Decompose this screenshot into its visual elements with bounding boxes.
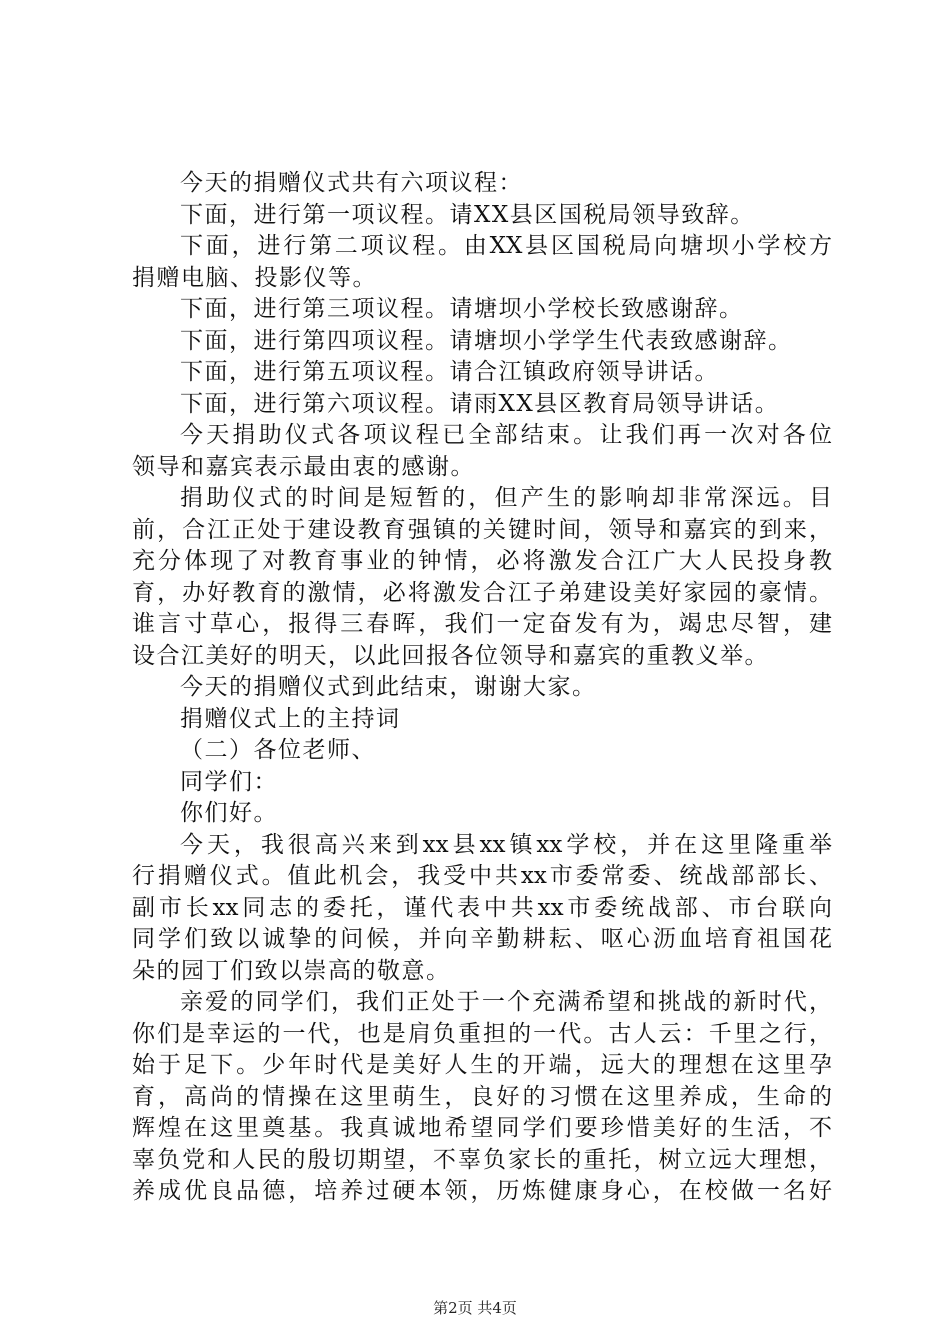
text-line: 育，高尚的情操在这里萌生，良好的习惯在这里养成，生命的 xyxy=(132,1083,832,1110)
text-line: 育，办好教育的激情，必将激发合江子弟建设美好家园的豪情。 xyxy=(132,579,832,606)
text-line: 你们好。 xyxy=(180,800,278,826)
text-line: 同学们： xyxy=(180,768,278,795)
text-line: 下面，进行第三项议程。请塘坝小学校长致感谢辞。 xyxy=(180,296,744,322)
text-line: 谁言寸草心，报得三春晖，我们一定奋发有为，竭忠尽智，建 xyxy=(132,611,832,637)
text-line: 辜负党和人民的殷切期望，不辜负家长的重托，树立远大理想， xyxy=(132,1146,832,1173)
text-line: 行捐赠仪式。值此机会，我受中共xx市委常委、统战部部长、 xyxy=(132,863,832,889)
text-line: 下面，进行第四项议程。请塘坝小学学生代表致感谢辞。 xyxy=(180,327,793,354)
text-line: 下面，进行第六项议程。请雨XX县区教育局领导讲话。 xyxy=(180,390,780,417)
text-line: 下面，进行第二项议程。由XX县区国税局向塘坝小学校方 xyxy=(180,233,832,259)
document-body xyxy=(132,168,832,1208)
text-line: 下面，进行第一项议程。请XX县区国税局领导致辞。 xyxy=(180,201,755,228)
text-line: 捐赠电脑、投影仪等。 xyxy=(132,264,377,291)
text-line: 亲爱的同学们，我们正处于一个充满希望和挑战的新时代， xyxy=(180,989,832,1015)
text-line: 今天捐助仪式各项议程已全部结束。让我们再一次对各位 xyxy=(180,422,832,448)
text-line: 今天的捐赠仪式共有六项议程： xyxy=(180,170,523,196)
text-line: 下面，进行第五项议程。请合江镇政府领导讲话。 xyxy=(180,359,719,385)
text-line: 充分体现了对教育事业的钟情，必将激发合江广大人民投身教 xyxy=(132,548,832,574)
text-line: 始于足下。少年时代是美好人生的开端，远大的理想在这里孕 xyxy=(132,1052,832,1078)
text-line: 朵的园丁们致以崇高的敬意。 xyxy=(132,957,451,984)
text-line: 今天，我很高兴来到xx县xx镇xx学校，并在这里隆重举 xyxy=(180,831,832,858)
text-line: 同学们致以诚挚的问候，并向辛勤耕耘、呕心沥血培育祖国花 xyxy=(132,926,832,952)
text-line: 前，合江正处于建设教育强镇的关键时间，领导和嘉宾的到来， xyxy=(132,516,832,543)
text-line: 设合江美好的明天，以此回报各位领导和嘉宾的重教义举。 xyxy=(132,642,769,669)
text-line: 捐助仪式的时间是短暂的，但产生的影响却非常深远。目 xyxy=(180,485,832,511)
page-footer: 第2页 共4页 xyxy=(433,1299,517,1317)
text-line: 养成优良品德，培养过硬本领，历炼健康身心，在校做一名好 xyxy=(132,1178,832,1204)
text-line: 辉煌在这里奠基。我真诚地希望同学们要珍惜美好的生活，不 xyxy=(132,1115,832,1141)
text-line: 你们是幸运的一代，也是肩负重担的一代。古人云：千里之行， xyxy=(132,1020,832,1047)
text-line: （二）各位老师、 xyxy=(180,737,376,763)
text-line: 领导和嘉宾表示最由衷的感谢。 xyxy=(132,453,475,480)
text-line: 捐赠仪式上的主持词 xyxy=(180,705,401,732)
text-line: 副市长xx同志的委托，谨代表中共xx市委统战部、市台联向 xyxy=(132,894,832,921)
text-line: 今天的捐赠仪式到此结束，谢谢大家。 xyxy=(180,674,597,700)
